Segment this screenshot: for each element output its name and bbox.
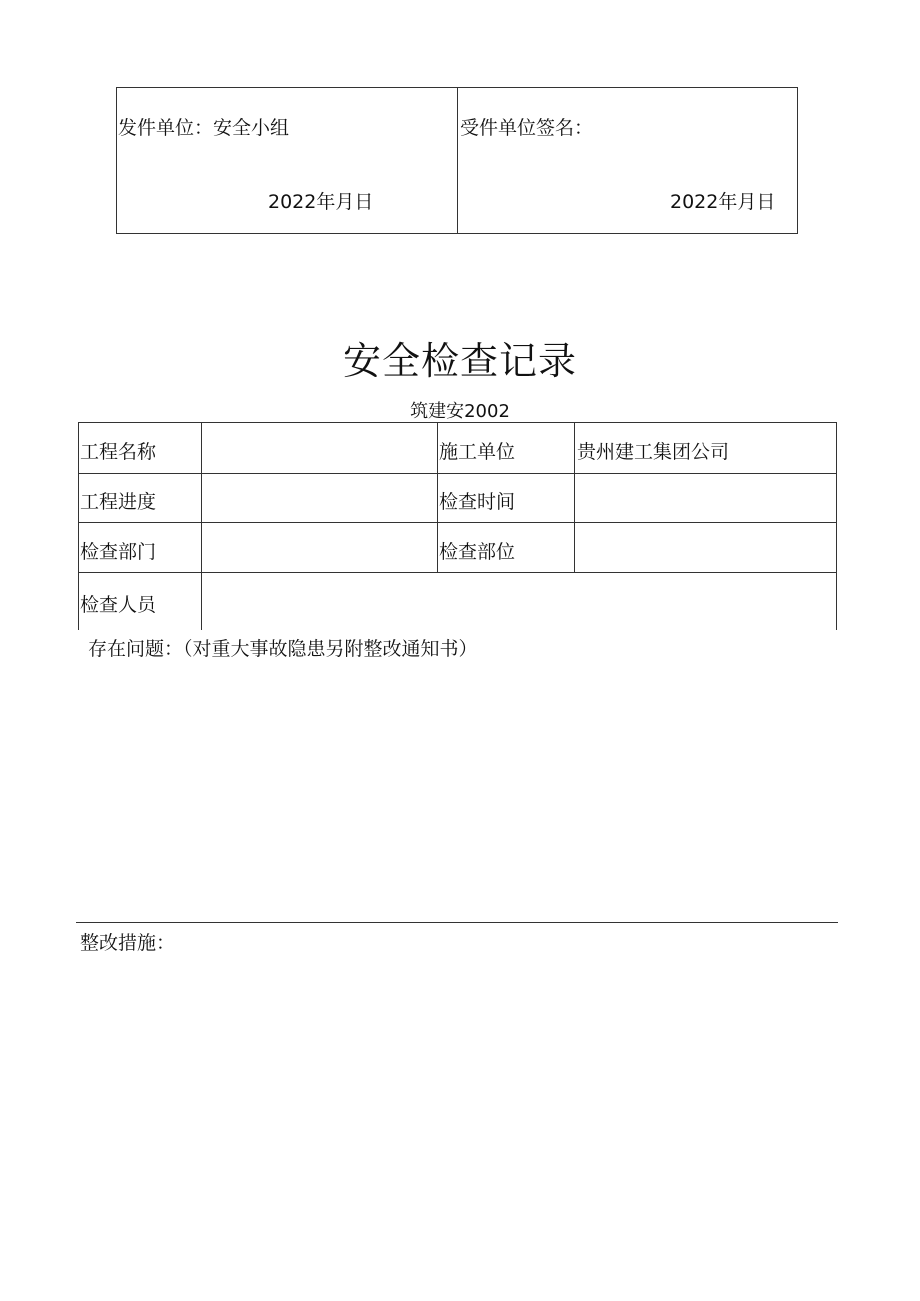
table-row-divider	[78, 473, 837, 474]
row-label-progress: 工程进度	[80, 491, 157, 513]
table-col-divider	[574, 422, 575, 573]
row-label-inspection-time: 检查时间	[439, 491, 516, 513]
document-code-number: 2002	[464, 401, 510, 422]
section-divider	[76, 922, 838, 923]
row-label-inspectors: 检查人员	[80, 594, 157, 616]
document-code-prefix: 筑建安	[410, 401, 465, 422]
table-row-divider	[78, 522, 837, 523]
receiver-date: 2022年月日	[670, 191, 776, 213]
table-row-divider	[78, 572, 837, 573]
page-title: 安全检查记录	[342, 339, 577, 383]
row-label-department: 检查部门	[80, 541, 157, 563]
row-label-inspection-area: 检查部位	[439, 541, 516, 563]
sender-label: 发件单位：安全小组	[118, 117, 290, 139]
receiver-label: 受件单位签名：	[460, 117, 594, 139]
measures-label: 整改措施：	[80, 932, 176, 954]
contractor-value: 贵州建工集团公司	[577, 441, 730, 463]
table-border-top	[78, 422, 837, 423]
table-col-divider	[437, 422, 438, 573]
row-label-project-name: 工程名称	[80, 441, 157, 463]
table-border-right	[836, 422, 837, 630]
document-code	[0, 397, 920, 423]
table-border-left	[78, 422, 79, 630]
sender-date: 2022年月日	[268, 191, 374, 213]
row-label-contractor: 施工单位	[439, 441, 516, 463]
table-col-divider	[201, 422, 202, 630]
issues-label: 存在问题：（对重大事故隐患另附整改通知书）	[88, 638, 478, 660]
notice-divider	[457, 87, 458, 234]
